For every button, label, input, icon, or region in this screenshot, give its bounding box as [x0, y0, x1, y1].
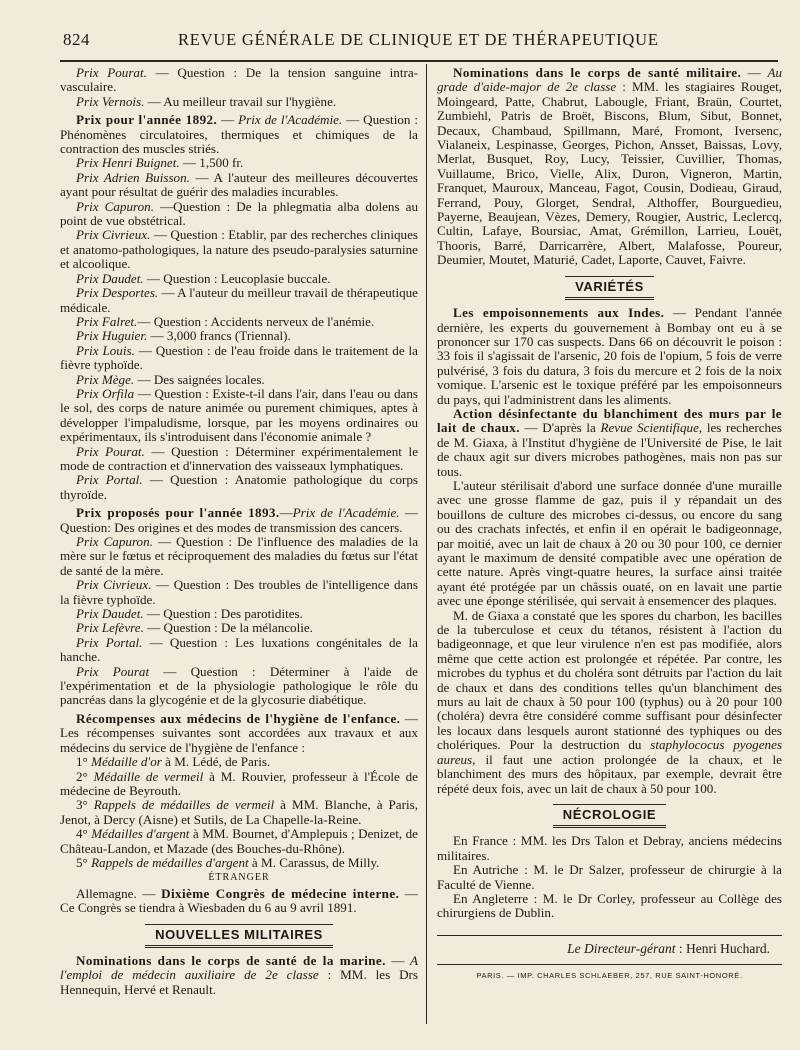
- subsection-etranger: ÉTRANGER: [208, 872, 270, 884]
- section-title-militaires: NOUVELLES MILITAIRES: [60, 924, 418, 948]
- prize-entry: Prix Mège. — Des saignées locales.: [76, 371, 265, 387]
- prize-entry: Prix Orfila — Question : Existe-t-il dans l'air, dans l'eau ou dans le sol, des corps de nature animée ou purement chimiques, aptes à développer l'impaludisme, lorsque, par les moyens ordinaires ou expérimentaux, ils s'introduisent dans l'économie animale ?: [60, 385, 418, 445]
- running-title: REVUE GÉNÉRALE DE CLINIQUE ET DE THÉRAPEUTIQUE: [178, 30, 659, 49]
- director-signature: Le Directeur-gérant : Henri Huchard.: [567, 940, 770, 956]
- army-nominations: Nominations dans le corps de santé militaire. — Au grade d'aide-major de 2e classe : MM. les stagiaires Rouget, Moingeard, Patte, Chabrut, Labougle, Friant, Braün, Courtet, Zumbiehl, Patris de Broët, Biscons, Blum, Sibut, Bonnet, Decaux, Chambaud, Spillmann, Maré, Fromont, Iversenc, Vialaneix, Lespinasse, Georges, Pichon, Ansset, Baissas, Lovy, Merlat, Busquet, Roy, Lucy, Teissier, Cuvillier, Thomas, Vuillaume, Brico, Vielle, Alix, Duron, Vigneron, Martin, Franquet, Mauroux, Manceau, Fagot, Cousin, Dodieau, Giraud, Ferrand, Pouy, Glorget, Sendral, Althoffer, Bourguedieu, Payerne, Beaujean, Vèzes, Demery, Rougier, Austric, Leclercq, Cultin, Lafaye, Boursiac, Amat, Grémillon, Larrieu, Louët, Thooris, Barré, Darricarrère, Albert, Malafosse, Poureur, Deumier, Moutet, Maturié, Cadet, Laporte, Cauvet, Faivre.: [437, 65, 782, 268]
- prize-entry: Prix Lefèvre. — Question : De la mélancolie.: [76, 620, 313, 636]
- printer-rule: [437, 964, 782, 965]
- prize-entry: Prix Daudet. — Question : Leucoplasie buccale.: [76, 270, 331, 286]
- article-disinfection: Action désinfectante du blanchiment des murs par le lait de chaux. — D'après la Revue Scientifique, les recherches de M. Giaxa, à l'Institut d'hygiène de l'Université de Pise, le lait de chaux agit sur divers microbes pathogènes, mais non pas sur tous.: [437, 405, 782, 479]
- right-column: [437, 66, 782, 984]
- prize-entry: Prix Henri Buignet. — 1,500 fr.: [76, 155, 244, 171]
- prize-entry: Prix Falret.— Question : Accidents nerveux de l'anémie.: [76, 313, 375, 329]
- prize-entry: Prix Civrieux. — Question : Etablir, par des recherches cliniques et anatomo-pathologiques, la nature des pseudo-paralysies saturnine et alcoolique.: [60, 227, 418, 272]
- prize-entry: Prix Portal. — Question : Les luxations congénitales de la hanche.: [60, 634, 418, 665]
- prize-entry: Prix Capuron. —Question : De la phlegmatia alba dolens au point de vue obstétrical.: [60, 198, 418, 229]
- congress-entry: Allemagne. — Dixième Congrès de médecine interne. — Ce Congrès se tiendra à Wiesbaden du 6 au 9 avril 1891.: [60, 885, 419, 916]
- director-rule: [437, 935, 782, 936]
- page-number: 824: [63, 30, 90, 49]
- section-title-varietes: VARIÉTÉS: [437, 276, 782, 300]
- prize-entry: Prix Louis. — Question : de l'eau froide dans le traitement de la fièvre typhoïde.: [60, 342, 418, 373]
- obituary-item: En Autriche : M. le Dr Salzer, professeur de chirurgie à la Faculté de Vienne.: [437, 862, 782, 892]
- prize-entry: Prix Portal. — Question : Anatomie pathologique du corps thyroïde.: [60, 472, 418, 502]
- prize-entry: Prix Huguier. — 3,000 francs (Triennal).: [76, 328, 291, 344]
- reward-item: 5° Rappels de médailles d'argent à M. Carassus, de Milly.: [76, 854, 380, 870]
- prize-entry: Prix Pourat — Question : Déterminer à l'aide de l'expérimentation et de la physiologie pathologique le rôle du pancréas dans la glycogénie et de la glycosurie diabétique.: [60, 663, 418, 708]
- header-rule: [60, 60, 778, 62]
- column-divider: [426, 64, 427, 1024]
- reward-item: 4° Médailles d'argent à MM. Bournet, d'Amplepuis ; Denizet, de Château-Landon, et Mazade (des Bouches-du-Rhône).: [60, 826, 418, 856]
- printer-imprint: PARIS. — IMP. CHARLES SCHLAEBER, 257, RUE SAINT-HONORÉ.: [476, 971, 743, 981]
- prize-entry: Prix Pourat. — Question : Déterminer expérimentalement le mode de contraction et d'innervation des vaisseaux lymphatiques.: [60, 443, 419, 473]
- reward-item: 3° Rappels de médailles de vermeil à MM. Blanche, à Paris, Jenot, à Dercy (Aisne) et Sutils, de La Chapelle-la-Reine.: [60, 797, 418, 827]
- prize-entry: Prix Desportes. — A l'auteur du meilleur travail de thérapeutique médicale.: [60, 285, 418, 315]
- prize-entry: Prix Vernois. — Au meilleur travail sur l'hygiène.: [76, 93, 337, 109]
- navy-nominations: Nominations dans le corps de santé de la marine. — A l'emploi de médecin auxiliaire de 2e classe : MM. les Drs Hennequin, Hervé et Renault.: [60, 952, 418, 997]
- page-header: [0, 0, 800, 60]
- left-column: [60, 66, 418, 997]
- article-paragraph: L'auteur stérilisait d'abord une surface donnée d'une muraille avec une grosse flamme de gaz, puis il y répandait un des bouillons de culture des microbes ci-dessus, ou encore du sang ou des crachats infectés, et enfin il en opérait le badigeonnage, par moitié, avec un lait de chaux à 20 ou 30 pour 100, ce dernier ayant le maximum de densité compatible avec une opération de cette nature. Après vingt-quatre heures, la surface ainsi traitée ayant été protégée par un châssis ouaté, on en lavait une partie avec une éponge stérilisée, qui servait à ensemencer des plaques.: [437, 477, 782, 609]
- obituary-item: En France : MM. les Drs Talon et Debray, anciens médecins militaires.: [437, 833, 782, 863]
- year-heading-1892: Prix pour l'année 1892. — Prix de l'Académie. — Question : Phénomènes circulatoires, thermiques et chimiques de la contraction des muscles striés.: [60, 112, 418, 157]
- prize-entry: Prix Adrien Buisson. — A l'auteur des meilleures découvertes ayant pour résultat de guérir des maladies incurables.: [60, 169, 418, 200]
- year-heading-1893: Prix proposés pour l'année 1893.—Prix de l'Académie. — Question: Des origines et des modes de transmission des cancers.: [60, 505, 419, 535]
- rewards-heading: Récompenses aux médecins de l'hygiène de l'enfance. — Les récompenses suivantes sont accordées aux travaux et aux médecins du service de l'hygiène de l'enfance :: [60, 710, 418, 755]
- prize-entry: Prix Pourat. — Question : De la tension sanguine intra-vasculaire.: [60, 65, 419, 95]
- prize-entry: Prix Capuron. — Question : De l'influence des maladies de la mère sur le fœtus et réciproquement des maladies du fœtus sur l'état de santé de la mère.: [60, 534, 419, 578]
- prize-entry: Prix Civrieux. — Question : Des troubles de l'intelligence dans la fièvre typhoïde.: [60, 577, 418, 607]
- article-poisonings: Les empoisonnements aux Indes. — Pendant l'année dernière, les experts du gouvernement à Bombay ont eu à se prononcer sur 170 cas suspects. Dans 66 on découvrit le poison : 33 fois il s'agissait de l'arsenic, 20 fois de l'opium, 5 fois de verre pulvérisé, 3 fois du datura, 3 fois du mercure et 2 fois de la noix vomique. L'arsenic est le toxique préféré par les empoisonneurs du pays, qui l'administrent dans les aliments.: [437, 305, 782, 407]
- prize-entry: Prix Daudet. — Question : Des parotidites.: [76, 606, 303, 622]
- reward-item: 2° Médaille de vermeil à M. Rouvier, professeur à l'École de médecine de Beyrouth.: [60, 768, 418, 798]
- article-paragraph: M. de Giaxa a constaté que les spores du charbon, les bacilles de la tuberculose et ceux du tétanos, résistent à l'action du badigeonnage, et que leur virulence n'en est pas modifiée, alors même que cette action est prolongée et répétée. Par contre, les microbes du typhus et du choléra sont détruits par l'action du lait de chaux et dans des conditions telles qu'un blanchiment des murs au lait de chaux à 50 pour 100 (typhus) ou à 20 pour 100 (choléra) devra être considéré comme suffisant pour désinfecter les locaux dans lesquels auront stationné des typhiques ou des cholériques. Pour la destruction du staphylococus pyogenes aureus, il faut une action prolongée de la chaux, et le blanchiment des murs des hôpitaux, par exemple, devrait être répété deux fois, avec un lait de chaux à 50 pour 100.: [437, 607, 782, 796]
- reward-item: 1° Médaille d'or à M. Lédé, de Paris.: [76, 754, 271, 770]
- obituary-item: En Angleterre : M. le Dr Corley, professeur au Collège des chirurgiens de Dublin.: [437, 890, 782, 921]
- section-title-necrologie: NÉCROLOGIE: [437, 804, 782, 828]
